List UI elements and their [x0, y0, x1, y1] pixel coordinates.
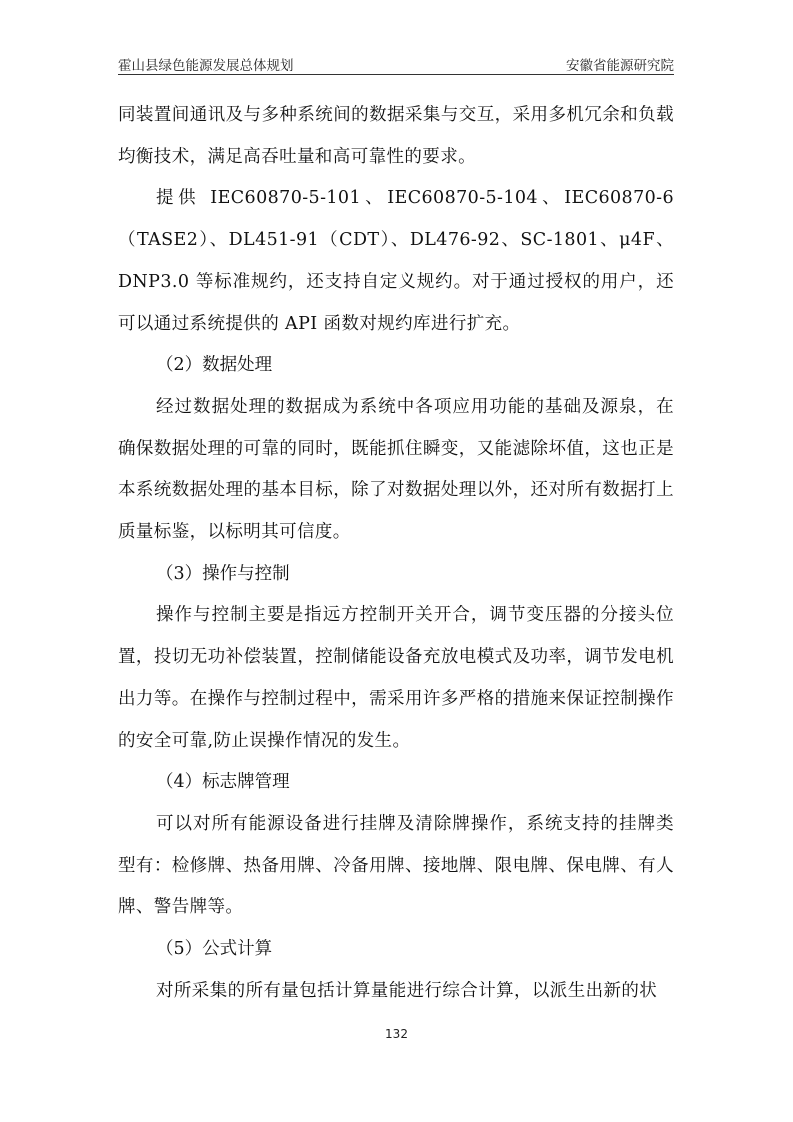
- header-organization: 安徽省能源研究院: [566, 58, 674, 74]
- paragraph-formula-calculation: 对所采集的所有量包括计算量能进行综合计算，以派生出新的状: [156, 980, 658, 1001]
- paragraph-operation-control: 操作与控制主要是指远方控制开关开合，调节变压器的分接头位置，投切无功补偿装置，控制储能设备充放电模式及功率，调节发电机出力等。在操作与控制过程中，需采用许多严格的措施来保证控制操作的安全可靠,防止误操作情况的发生。: [118, 605, 674, 751]
- header-divider: [118, 74, 674, 75]
- heading-formula-calculation: （5）公式计算: [156, 939, 273, 960]
- page-number: 132: [385, 1027, 408, 1041]
- heading-data-processing: （2）数据处理: [156, 355, 273, 376]
- heading-tag-management: （4）标志牌管理: [156, 772, 290, 793]
- paragraph-protocols: 提供 IEC60870-5-101、IEC60870-5-104、IEC60870-6（TASE2）、DL451-91（CDT）、DL476-92、SC-1801、μ4F、DNP3.0 等标准规约，还支持自定义规约。对于通过授权的用户，还可以通过系统提供的 API 函数对规约库进行扩充。: [118, 188, 674, 334]
- page-header: [118, 50, 674, 74]
- paragraph-tag-management: 可以对所有能源设备进行挂牌及清除牌操作，系统支持的挂牌类型有：检修牌、热备用牌、冷备用牌、接地牌、限电牌、保电牌、有人牌、警告牌等。: [118, 813, 674, 918]
- page-body: [118, 95, 674, 1012]
- paragraph-data-processing: 经过数据处理的数据成为系统中各项应用功能的基础及源泉，在确保数据处理的可靠的同时，既能抓住瞬变，又能滤除坏值，这也正是本系统数据处理的基本目标，除了对数据处理以外，还对所有数据打上质量标鉴，以标明其可信度。: [118, 396, 674, 543]
- paragraph-continuation: 同装置间通讯及与多种系统间的数据采集与交互，采用多机冗余和负载均衡技术，满足高吞吐量和高可靠性的要求。: [118, 105, 674, 167]
- header-document-title: 霍山县绿色能源发展总体规划: [118, 58, 294, 74]
- heading-operation-control: （3）操作与控制: [156, 563, 290, 584]
